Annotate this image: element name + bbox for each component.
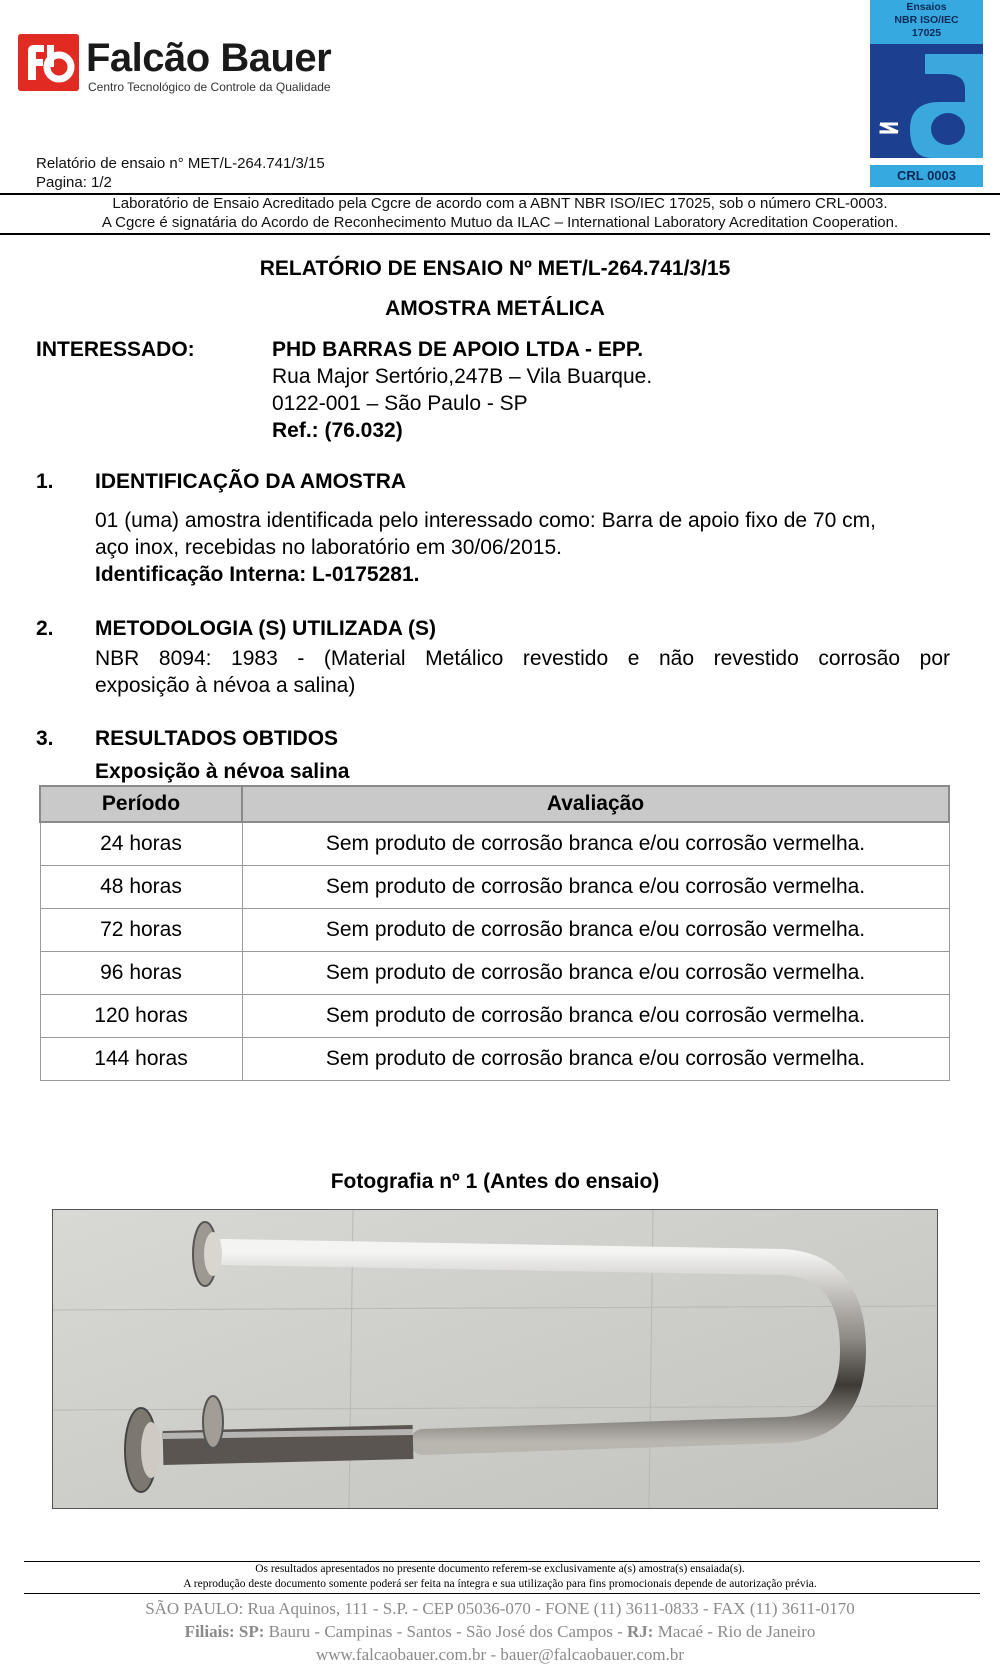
company-name: Falcão Bauer [86, 36, 332, 80]
badge-line-3: 17025 [911, 27, 942, 39]
company-tagline: Centro Tecnológico de Controle da Qualidade [88, 80, 331, 94]
period-cell: 120 horas [40, 995, 242, 1038]
inmetro-a-icon [870, 44, 983, 158]
client-name: PHD BARRAS DE APOIO LTDA - EPP. [272, 338, 644, 361]
footer-divider-top [24, 1561, 980, 1562]
period-cell: 48 horas [40, 866, 242, 909]
section-1-title: IDENTIFICAÇÃO DA AMOSTRA [95, 470, 407, 493]
table-row [40, 866, 949, 909]
table-row [40, 1038, 949, 1081]
results-subtitle: Exposição à névoa salina [95, 760, 350, 783]
accreditation-text-2: A Cgcre é signatária do Acordo de Reconhecimento Mutuo da ILAC – International Laboratory Acreditation Cooperation. [101, 214, 899, 231]
footer-disclaimer-1: Os resultados apresentados no presente documento referem-se exclusivamente a(s) amostra(s) ensaiada(s). [255, 1563, 745, 1575]
badge-code: CRL 0003 [870, 165, 983, 187]
methodology-line-1: NBR 8094: 1983 - (Material Metálico revestido e não revestido corrosão por [95, 647, 950, 670]
methodology-line-2: exposição à névoa a salina) [95, 674, 356, 697]
footer-disclaimer-2: A reprodução deste documento somente poderá ser feita na íntegra e sua utilização para fins promocionais depende de autorização prévia. [183, 1578, 817, 1590]
period-cell: 24 horas [40, 822, 242, 866]
table-row [40, 909, 949, 952]
evaluation-cell: Sem produto de corrosão branca e/ou corrosão vermelha. [242, 1038, 949, 1081]
footer-address: SÃO PAULO: Rua Aquinos, 111 - S.P. - CEP 05036-070 - FONE (11) 3611-0833 - FAX (11) 3611-0170 [145, 1599, 855, 1618]
evaluation-cell: Sem produto de corrosão branca e/ou corrosão vermelha. [242, 822, 949, 866]
section-3-title: RESULTADOS OBTIDOS [95, 727, 339, 750]
section-3-number: 3. [36, 727, 54, 750]
sample-description-2: aço inox, recebidas no laboratório em 30/06/2015. [95, 536, 562, 559]
report-reference: Relatório de ensaio n° MET/L-264.741/3/15 [36, 155, 325, 172]
sample-description-1: 01 (uma) amostra identificada pelo interessado como: Barra de apoio fixo de 70 cm, [95, 509, 876, 532]
accreditation-text-1: Laboratório de Ensaio Acreditado pela Cgcre de acordo com a ABNT NBR ISO/IEC 17025, sob o número CRL-0003. [112, 195, 888, 212]
branches-label: Filiais: SP: [184, 1622, 265, 1641]
evaluation-cell: Sem produto de corrosão branca e/ou corrosão vermelha. [242, 866, 949, 909]
period-cell: 96 horas [40, 952, 242, 995]
client-address-1: Rua Major Sertório,247B – Vila Buarque. [272, 365, 653, 388]
report-subtitle: AMOSTRA METÁLICA [385, 297, 605, 320]
badge-line-2: NBR ISO/IEC [894, 14, 959, 26]
column-header-period: Período [40, 786, 242, 822]
svg-text:I: I [875, 128, 900, 135]
branches-list: Bauru - Campinas - Santos - São José dos Campos - [268, 1622, 623, 1641]
report-title: RELATÓRIO DE ENSAIO Nº MET/L-264.741/3/15 [259, 257, 731, 280]
client-address-2: 0122-001 – São Paulo - SP [272, 392, 528, 415]
section-2-title: METODOLOGIA (S) UTILIZADA (S) [95, 617, 437, 640]
evaluation-cell: Sem produto de corrosão branca e/ou corrosão vermelha. [242, 952, 949, 995]
header-divider-bottom [0, 233, 990, 235]
sample-photo [52, 1209, 938, 1509]
interessado-label: INTERESSADO: [36, 338, 195, 361]
internal-identification: Identificação Interna: L-0175281. [95, 563, 420, 586]
badge-header [870, 0, 983, 44]
table-row [40, 952, 949, 995]
rj-list: Macaé - Rio de Janeiro [657, 1622, 816, 1641]
evaluation-cell: Sem produto de corrosão branca e/ou corrosão vermelha. [242, 995, 949, 1038]
accreditation-badge [870, 0, 983, 190]
page-number: Pagina: 1/2 [36, 174, 112, 191]
section-2-number: 2. [36, 617, 54, 640]
table-row [40, 995, 949, 1038]
period-cell: 144 horas [40, 1038, 242, 1081]
section-1-number: 1. [36, 470, 54, 493]
table-row [40, 822, 949, 866]
period-cell: 72 horas [40, 909, 242, 952]
footer-website[interactable]: www.falcaobauer.com.br - bauer@falcaobauer.com.br [315, 1645, 685, 1664]
company-logo-mark [18, 34, 79, 91]
rj-label: RJ: [627, 1622, 654, 1641]
badge-line-1: Ensaios [906, 1, 947, 13]
photo-caption: Fotografia nº 1 (Antes do ensaio) [330, 1170, 660, 1193]
table-header-row [40, 786, 949, 822]
results-table [39, 785, 950, 1081]
evaluation-cell: Sem produto de corrosão branca e/ou corrosão vermelha. [242, 909, 949, 952]
column-header-evaluation: Avaliação [242, 786, 949, 822]
client-reference: Ref.: (76.032) [272, 419, 403, 442]
footer-divider-bottom [24, 1593, 980, 1594]
footer-branches [0, 1622, 1000, 1642]
fb-logo-icon [18, 34, 79, 91]
